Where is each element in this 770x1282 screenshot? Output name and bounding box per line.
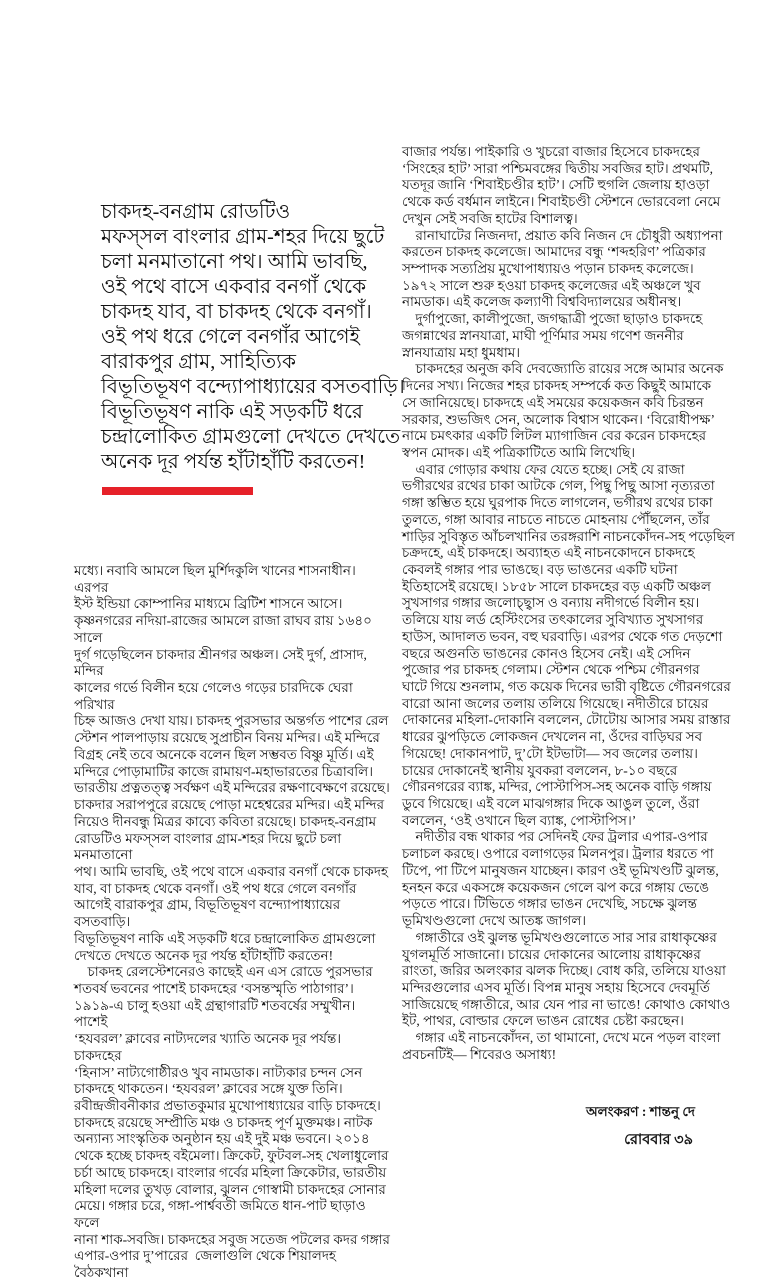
- text-line: শতবর্ষ ভবনের পাশেই চাকদহের ‘বসন্তস্মৃতি পাঠাগার’।: [74, 980, 354, 996]
- text-line: ইট, পাথর, বোল্ডার ফেলে ভাঙন রোধের চেষ্টা করছেন।: [402, 1013, 684, 1029]
- text-line: হাউস, আদালত ভবন, বহু ঘরবাড়ি। এরপর থেকে গত দেড়শো: [402, 628, 723, 644]
- text-line: ইতিহাসেই রয়েছে। ১৮৫৮ সালে চাকদহের বড় একটি অঞ্চল: [402, 578, 711, 594]
- text-line: গঙ্গার এই নাচনকোঁদন, তা থামানো, দেখে মনে পড়ল বাংলা: [402, 1030, 721, 1046]
- text-line: মফস্সল বাংলার গ্রাম-শহর দিয়ে ছুটে: [101, 226, 385, 248]
- text-line: অনেক দূর পর্যন্ত হাঁটাহাঁটি করতেন!: [101, 451, 366, 473]
- text-line: দেখতে দেখতে অনেক দূর পর্যন্ত হাঁটাহাঁটি করতেন!: [74, 947, 334, 963]
- text-line: দিনের সখ্য। নিজের শহর চাকদহ সম্পর্কে কত কিছুই আমাকে: [402, 378, 712, 394]
- text-line: রাংতা, জরির অলংকার ঝলক দিচ্ছে। বোধ করি, তলিয়ে যাওয়া: [402, 963, 726, 979]
- text-line: রোডটিও মফস্সল বাংলার গ্রাম-শহর দিয়ে ছুটে চলা মনমাতানো: [74, 830, 345, 863]
- text-line: ১৯৭২ সালে শুরু হওয়া চাকদহ কলেজের এই অঞ্চলে খুব: [402, 277, 701, 293]
- text-line: জগন্নাথের স্নানযাত্রা, মাঘী পূর্ণিমার সময় গণেশ জননীর: [402, 327, 684, 343]
- text-line: চক্রদহে, এই চাকদহে। অব্যাহত এই নাচনকোদনে চাকদহে: [402, 545, 695, 561]
- text-line: নামে চমৎকার একটি লিটল ম্যাগাজিন বের করেন চাকদহের: [402, 428, 707, 444]
- text-line: ডুবে গিয়েছে। এই বলে মাঝগঙ্গার দিকে আঙুল তুলে, ওঁরা: [402, 796, 700, 812]
- text-line: আগেই বারাকপুর গ্রাম, বিভূতিভূষণ বন্দ্যোপাধ্যায়ের বসতবাড়ি।: [74, 897, 344, 930]
- text-line: বিভূতিভূষণ বন্দ্যোপাধ্যায়ের বসতবাড়ি।: [101, 376, 405, 398]
- text-line: চাকদহে থাকতেন। ‘হযবরল’ ক্লাবের সঙ্গে যুক্ত তিনি।: [74, 1081, 343, 1097]
- text-line: চাকদহ যাব, বা চাকদহ থেকে বনগাঁ।: [101, 301, 372, 323]
- text-line: নানা শাক-সবজি। চাকদহের সবুজ সতেজ পটলের কদর গঙ্গার: [74, 1231, 390, 1247]
- pull-quote: [101, 200, 406, 475]
- text-line: চাকদহের অনুজ কবি দেবজ্যোতি রায়ের সঙ্গে আমার অনেক: [402, 361, 724, 377]
- text-line: রানাঘাটের নিজনদা, প্রয়াত কবি নিজন দে চৌধুরী অধ্যাপনা: [402, 227, 723, 243]
- text-line: প্রবচনটিই— শিবেরও অসাধ্য!: [402, 1046, 557, 1062]
- text-line: মন্দিরে পোড়ামাটির কাজে রামায়ণ-মহাভারতের চিত্রাবলি।: [74, 763, 374, 779]
- text-line: ‘সিংহের হাট’ সারা পশ্চিমবঙ্গের দ্বিতীয় সবজির হাট। প্রথমটি,: [402, 160, 713, 176]
- text-line: ওই পথে বাসে একবার বনগাঁ থেকে: [101, 276, 367, 298]
- text-line: দুর্গ গড়েছিলেন চাকদার শ্রীনগর অঞ্চল। সেই দুর্গ, প্রাসাদ, মন্দির: [74, 646, 371, 679]
- text-line: সম্পাদক সত্যপ্রিয় মুখোপাধ্যায়ও পড়ান চাকদহ কলেজে।: [402, 261, 694, 277]
- text-line: শাড়ির সুবিস্তৃত আঁচলখানির তরঙ্গরাশি নাচনকোঁদন-সহ পড়েছিল: [402, 528, 735, 544]
- text-line: যতদূর জানি ‘শিবাইচণ্ডীর হাট’। সেটি হুগলি জেলায় হাওড়া: [402, 177, 710, 193]
- text-line: ইস্ট ইন্ডিয়া কোম্পানির মাধ্যমে ব্রিটিশ শাসনে আসে।: [74, 596, 343, 612]
- body-column-left: [74, 563, 392, 1282]
- text-line: চর্চা আছে চাকদহে। বাংলার গর্বের মহিলা ক্রিকেটার, ভারতীয়: [74, 1164, 387, 1180]
- text-line: ভারতীয় প্রত্নতত্ত্ব সর্বক্ষণ এই মন্দিরের রক্ষণাবেক্ষণে রয়েছে।: [74, 780, 390, 796]
- text-line: মধ্যে। নবাবি আমলে ছিল মুর্শিদকুলি খানের শাসনাধীন। এরপর: [74, 563, 360, 595]
- text-line: পথ। আমি ভাবছি, ওই পথে বাসে একবার বনগাঁ থেকে চাকদহ: [74, 863, 389, 879]
- text-line: যাব, বা চাকদহ থেকে বনগাঁ। ওই পথ ধরে গেলে বনগাঁর: [74, 880, 357, 896]
- text-line: স্বপন মোদক। এই পত্রিকাটিতে আমি লিখেছি।: [402, 444, 636, 460]
- text-line: চাকদহ রেলস্টেশনেরও কাছেই এন এস রোডে পুরসভার: [74, 964, 373, 980]
- text-line: যুগলমূর্তি সাজানো। চায়ের দোকানের আলোয় রাধাকৃষ্ণের: [402, 946, 701, 962]
- text-line: স্নানযাত্রায় মহা ধুমধাম।: [402, 344, 521, 360]
- text-line: তলিয়ে যায় লর্ড হেস্টিংসের তৎকালের সুবিখ্যাত সুখসাগর: [402, 612, 704, 628]
- text-line: বিগ্রহ নেই তবে অনেকে বলেন ছিল সম্ভবত বিষ্ণু মূর্তি। এই: [74, 746, 374, 762]
- text-line: বিভূতিভূষণ নাকি এই সড়কটি ধরে চন্দ্রালোকিত গ্রামগুলো: [74, 930, 376, 946]
- text-line: রবীন্দ্রজীবনীকার প্রভাতকুমার মুখোপাধ্যায়ের বাড়ি চাকদহে।: [74, 1098, 381, 1113]
- text-line: ভগীরথের রথের চাকা আটকে গেল, পিছু পিছু আসা নৃত্যরতা: [402, 478, 715, 494]
- text-line: দেখুন সেই সবজি হাটের বিশালত্ব।: [402, 210, 578, 226]
- text-line: চাকদহে রয়েছে সম্প্রীতি মঞ্চ ও চাকদহ পূর্ণ মুক্তমঞ্চ। নাটক: [74, 1114, 373, 1130]
- text-line: হনহন করে একসঙ্গে কয়েকজন গেলে ঝপ করে গঙ্গায় ভেঙে: [402, 879, 710, 895]
- text-line: ১৯১৯-এ চালু হওয়া এই গ্রন্থাগারটি শতবর্ষের সম্মুখীন। পাশেই: [74, 997, 359, 1030]
- text-line: পুজোর পর চাকদহ গেলাম। স্টেশন থেকে পশ্চিম গৌরনগর: [402, 662, 700, 678]
- red-divider-bar: [102, 487, 253, 495]
- text-line: কেবলই গঙ্গার পার ভাঙছে। বড় ভাঙনের একটি ঘটনা: [402, 561, 678, 577]
- text-line: চলা মনমাতানো পথ। আমি ভাবছি,: [101, 251, 368, 273]
- text-line: সরকার, শুভজিৎ সেন, অলোক বিশ্বাস থাকেন। ‘বিরোধীপক্ষ’: [402, 411, 715, 427]
- illustration-credit: অলংকরণ : শান্তনু দে: [585, 1104, 695, 1119]
- text-line: নামডাক। এই কলেজ কল্যাণী বিশ্ববিদ্যালয়ের অধীনস্থ।: [402, 294, 682, 310]
- text-line: করতেন চাকদহ কলেজে। আমাদের বন্ধু ‘শব্দহরিণ’ পত্রিকার: [402, 244, 706, 260]
- text-line: কালের গর্ভে বিলীন হয়ে গেলেও গড়ের চারদিকে ঘেরা পরিখার: [74, 680, 357, 712]
- text-line: চায়ের দোকানেই স্থানীয় যুবকরা বললেন, ৮-১০ বছরে: [402, 762, 678, 778]
- text-line: বললেন, ‘ওই ওখানে ছিল ব্যাঙ্ক, পোস্টাপিস।’: [402, 812, 637, 828]
- text-line: বিভূতিভূষণ নাকি এই সড়কটি ধরে: [101, 401, 363, 423]
- text-line: বারাকপুর গ্রাম, সাহিত্যিক: [101, 351, 296, 373]
- text-line: ঘাটে গিয়ে শুনলাম, গত কয়েক দিনের ভারী বৃষ্টিতে গৌরনগরের: [402, 679, 731, 694]
- text-line: এবার গোড়ার কথায় ফের যেতে হচ্ছে। সেই যে রাজা: [402, 461, 685, 477]
- text-line: গৌরনগরের ব্যাঙ্ক, মন্দির, পোস্টাপিস-সহ অনেক বাড়ি গঙ্গায়: [402, 779, 712, 795]
- text-line: দুর্গাপুজো, কালীপুজো, জগদ্ধাত্রী পুজো ছাড়াও চাকদহে: [402, 311, 703, 327]
- text-line: সাজিয়েছে গঙ্গাতীরে, আর যেন পার না ভাঙে! কোথাও কোথাও: [402, 996, 731, 1012]
- text-line: চাকদহ-বনগ্রাম রোডটিও: [101, 201, 291, 223]
- text-line: গিয়েছে! দোকানপাট, দু’টো ইটভাটা— সব জলের তলায়।: [402, 745, 698, 761]
- text-line: চলাচল করছে। ওপারে বলাগড়ের মিলনপুর। ট্রলার ধরতে পা: [402, 846, 714, 862]
- text-line: মেয়ে। গঙ্গার চরে, গঙ্গা-পার্শ্ববতী জমিতে ধান-পাট ছাড়াও ফলে: [74, 1198, 370, 1231]
- text-line: ওই পথ ধরে গেলে বনগাঁর আগেই: [101, 326, 360, 348]
- text-line: থেকে কর্ড বর্ধমান লাইনে। শিবাইচণ্ডী স্টেশনে ভোরবেলা নেমে: [402, 194, 721, 210]
- page-number: রোববার ৩৯: [624, 1132, 693, 1148]
- text-line: চিহ্ন আজও দেখা যায়। চাকদহ পুরসভার অন্তর্গত পাশের রেল: [74, 713, 389, 729]
- text-line: ভূমিখণ্ডগুলো দেখে আতঙ্ক জাগল।: [402, 913, 587, 929]
- text-line: পড়তে পারে। টিভিতে গঙ্গার ভাঙন দেখেছি, সচক্ষে ঝুলন্ত: [402, 896, 697, 912]
- text-line: চন্দ্রালোকিত গ্রামগুলো দেখতে দেখতে: [101, 426, 401, 448]
- body-column-right: [402, 144, 742, 1064]
- text-line: বছরে অগুনতি ভাঙনের কোনও হিসেব নেই। এই সেদিন: [402, 645, 691, 661]
- text-line: নদীতীর বন্ধ থাকার পর সেদিনই ফের ট্রলার এপার-ওপার: [402, 829, 708, 845]
- text-line: টিপে, পা টিপে মানুষজন যাচ্ছেন। কারণ ওই ভূমিখণ্ডটি ঝুলন্ত,: [402, 862, 719, 878]
- text-line: মহিলা দলের তুখড় বোলার, ঝুলন গোস্বামী চাকদহের সোনার: [74, 1181, 386, 1197]
- text-line: তুলতে, গঙ্গা আবার নাচতে নাচতে মোহনায় পৌঁছলেন, তাঁর: [402, 511, 710, 527]
- text-line: নিয়েও দীনবন্ধু মিত্রর কাব্যে কবিতা রয়েছে। চাকদহ-বনগ্রাম: [74, 813, 377, 829]
- text-line: গঙ্গাতীরে ওই ঝুলন্ত ভূমিখণ্ডগুলোতে সার সার রাধাকৃষ্ণের: [402, 929, 717, 945]
- text-line: বারো আনা জলের তলায় তলিয়ে গিয়েছে। নদীতীরে চায়ের: [402, 695, 709, 711]
- text-line: স্টেশন পালপাড়ায় রয়েছে সুপ্রাচীন বিনয় মন্দির। এই মন্দিরে: [74, 730, 380, 746]
- text-line: মন্দিরগুলোর এসব মূর্তি। বিপন্ন মানুষ সহায় হিসেবে দেবমূর্তি: [402, 979, 710, 995]
- text-line: সে জানিয়েছে। চাকদহে এই সময়ের কয়েকজন কবি চিরন্তন: [402, 394, 704, 410]
- text-line: সুখসাগর গঙ্গার জলোচ্ছ্বাস ও বন্যায় নদীগর্ভে বিলীন হয়।: [402, 595, 700, 611]
- text-line: কৃষ্ণনগরের নদিয়া-রাজের আমলে রাজা রাঘব রায় ১৬৪০ সালে: [74, 613, 376, 645]
- text-line: চাকদার সরাপপুরে রয়েছে পোড়া মহেশ্বরের মন্দির। এই মন্দির: [74, 797, 385, 813]
- text-line: থেকে হচ্ছে চাকদহ বইমেলা। ক্রিকেট, ফুটবল-সহ খেলাধুলোর: [74, 1148, 389, 1164]
- text-line: এপার-ওপার দু’পারের জেলাগুলি থেকে শিয়ালদহ বৈঠকখানা: [74, 1248, 340, 1281]
- text-line: দোকানের মহিলা-দোকানি বললেন, টোটোয় আসার সময় রাস্তার: [402, 712, 731, 728]
- text-line: বাজার পর্যন্ত। পাইকারি ও খুচরো বাজার হিসেবে চাকদহের: [402, 144, 700, 159]
- text-line: ‘হযবরল’ ক্লাবের নাট্যদলের খ্যাতি অনেক দূর পর্যন্ত। চাকদহের: [74, 1031, 345, 1063]
- text-line: গঙ্গা স্তম্ভিত হয়ে ঘুরপাক দিতে লাগলেন, ভগীরথ রথের চাকা: [402, 495, 713, 511]
- text-line: ‘হিনাস’ নাট্যগোষ্ঠীরও খুব নামডাক। নাট্যকার চন্দন সেন: [74, 1064, 363, 1080]
- text-line: ধারের ঝুপড়িতে লোকজন দেখলেন না, ওঁদের বাড়িঘর সব: [402, 729, 703, 745]
- text-line: অন্যান্য সাংস্কৃতিক অনুষ্ঠান হয় এই দুই মঞ্চ ভবনে। ২০১৪: [74, 1131, 370, 1147]
